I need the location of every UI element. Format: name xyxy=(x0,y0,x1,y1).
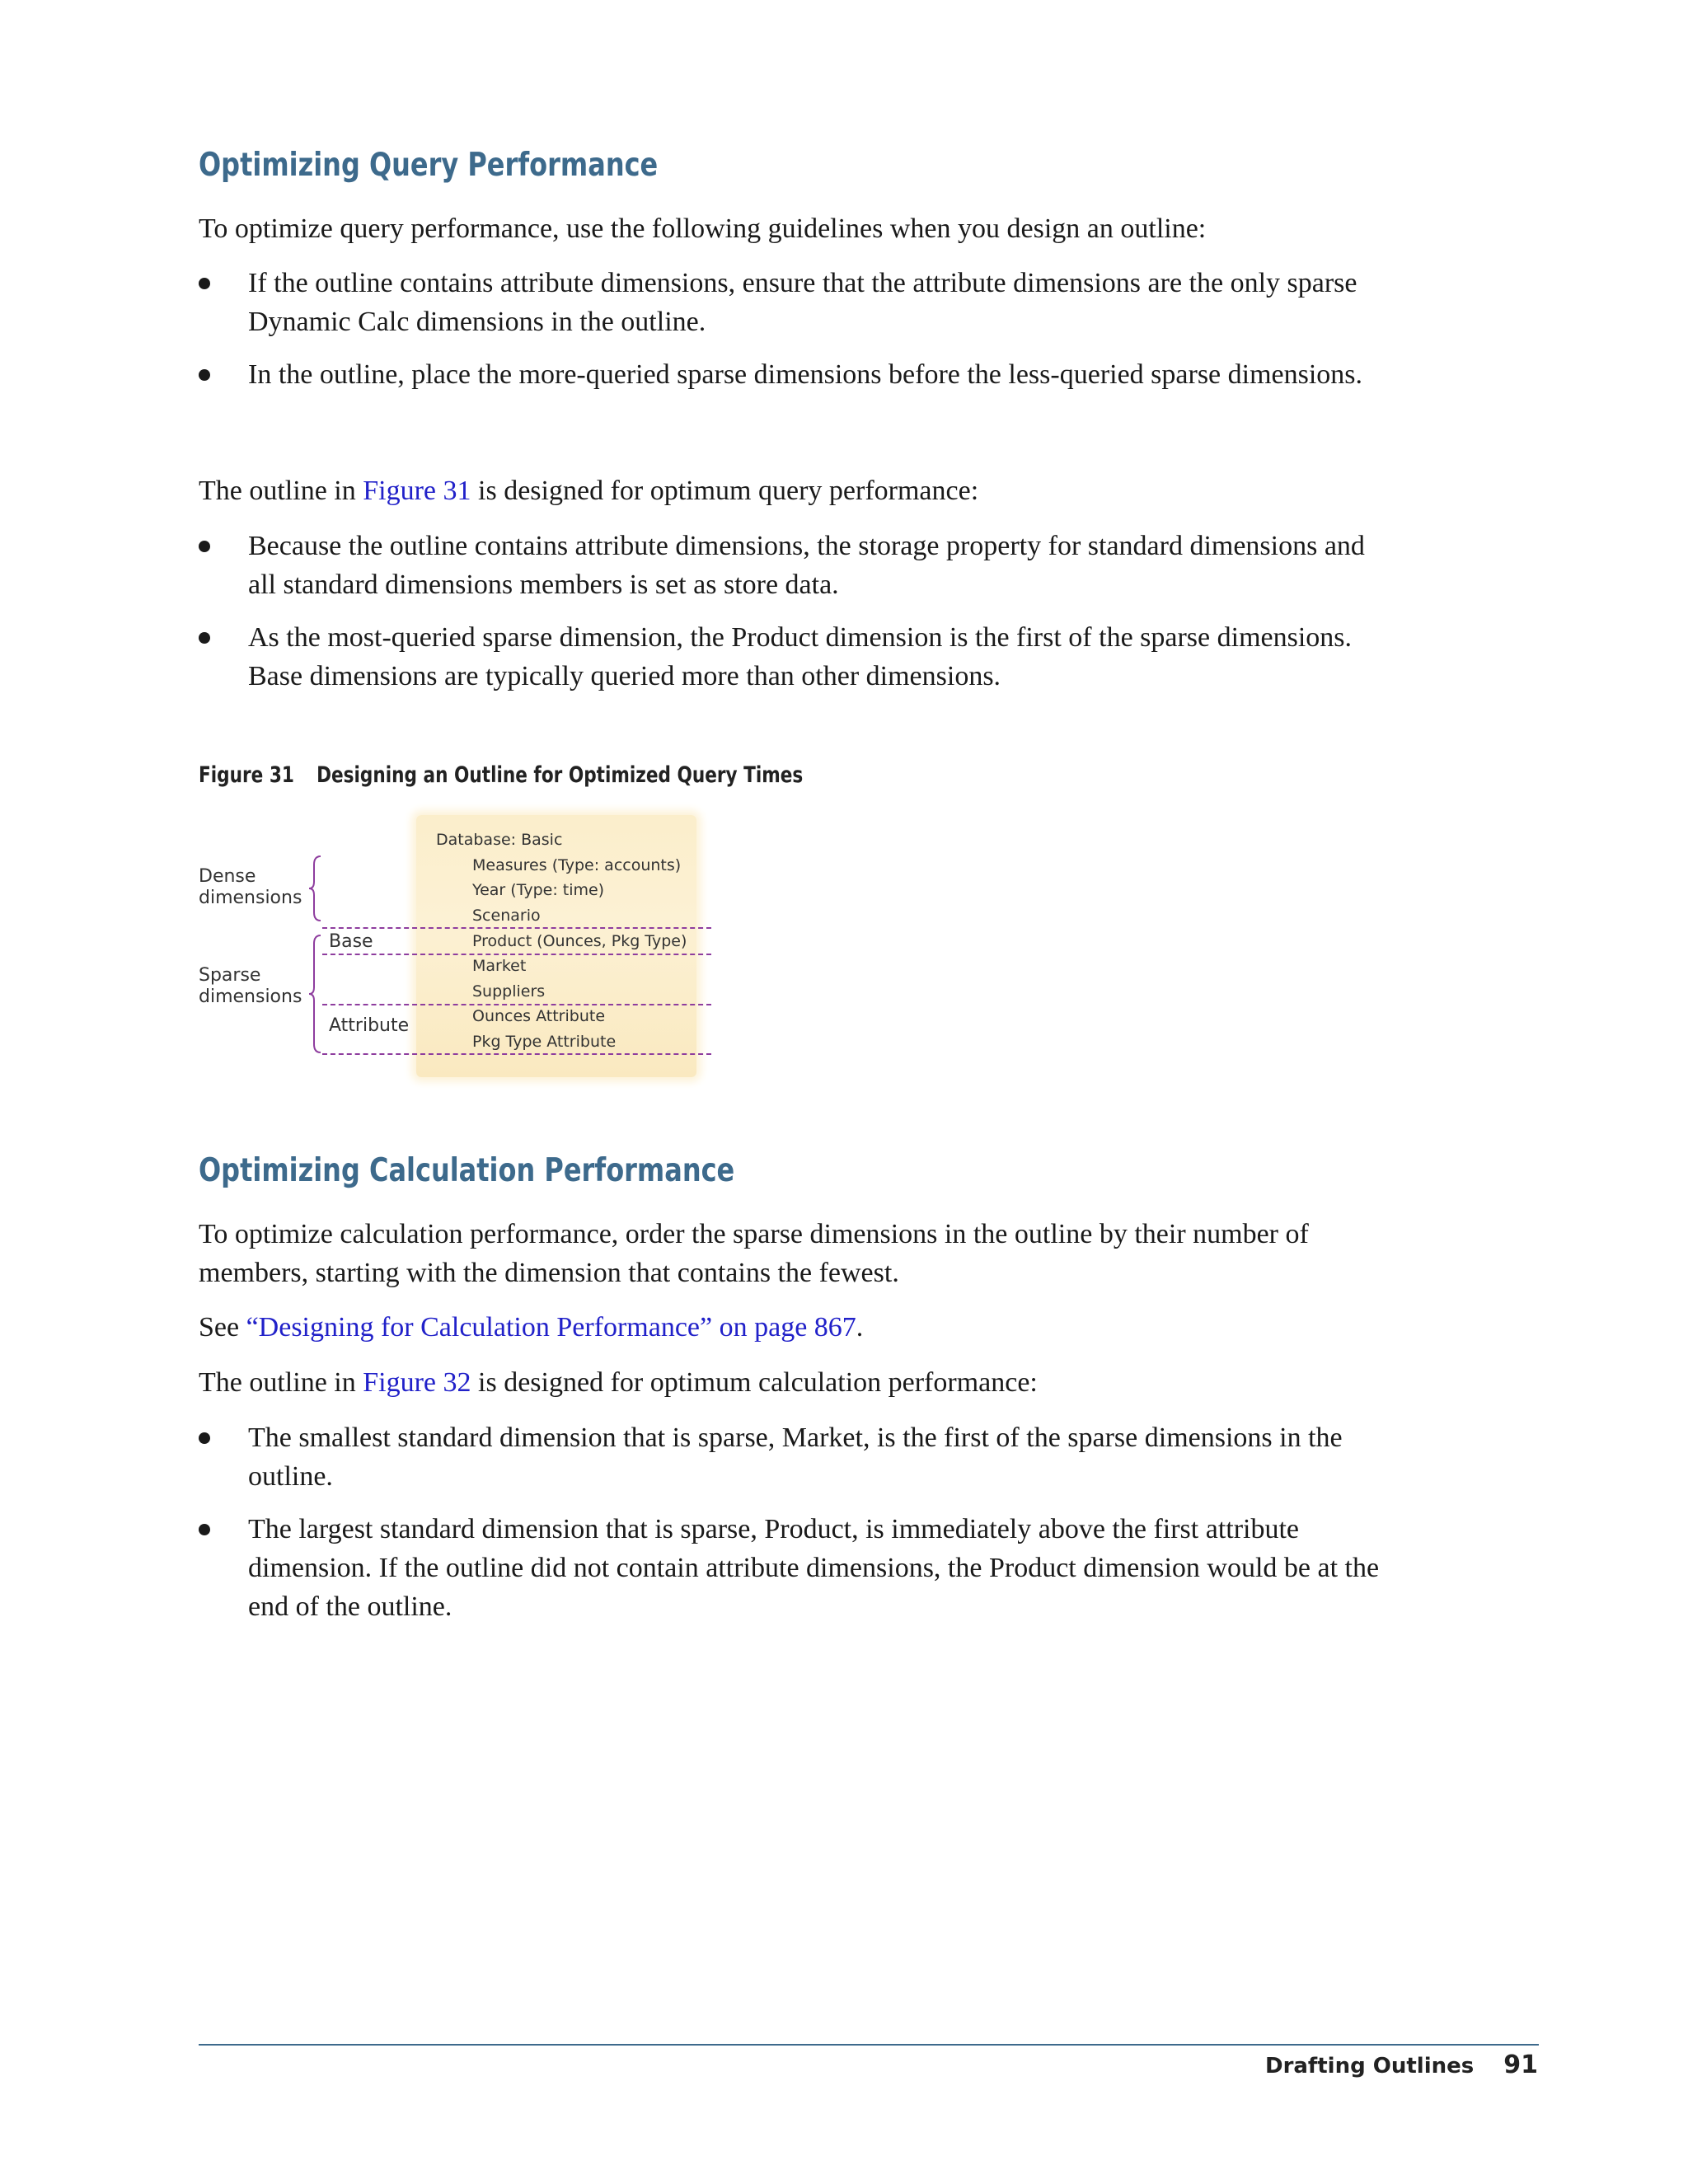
sparse-label-line: Sparse xyxy=(199,965,261,986)
footer-chapter: Drafting Outlines xyxy=(1264,2054,1475,2079)
dense-brace-icon xyxy=(307,855,324,922)
outline-member: Year (Type: time) xyxy=(472,881,605,899)
figure-reference-paragraph xyxy=(199,1363,1369,1402)
bullet-icon xyxy=(199,278,210,289)
paragraph-text: The outline in xyxy=(199,476,363,506)
figure-number: Figure 31 xyxy=(199,762,294,788)
page-footer xyxy=(1265,2050,1538,2079)
figure-caption xyxy=(199,762,803,788)
separator-dense-sparse xyxy=(322,927,711,929)
database-label: Database: Basic xyxy=(436,831,563,849)
page-number: 91 xyxy=(1503,2050,1538,2079)
list-item-text: As the most-queried sparse dimension, the Product dimension is the first of the sparse dimensions. Base dimensions are typically queried more than other dimensions. xyxy=(248,622,1353,691)
sparse-label-line: dimensions xyxy=(199,987,302,1007)
paragraph-text: The outline in xyxy=(199,1367,363,1398)
base-label: Base xyxy=(329,931,373,952)
sparse-label xyxy=(199,965,302,1008)
query-intro-paragraph: To optimize query performance, use the following guidelines when you design an outline: xyxy=(199,213,1207,244)
sparse-brace-icon xyxy=(307,934,324,1054)
outline-member: Scenario xyxy=(472,907,541,925)
outline-member: Suppliers xyxy=(472,982,546,1001)
paragraph-text: . xyxy=(856,1312,864,1343)
paragraph-text: is designed for optimum query performance: xyxy=(471,476,979,506)
outline-figure xyxy=(199,812,726,1084)
outline-member: Pkg Type Attribute xyxy=(472,1033,617,1051)
footer-rule xyxy=(199,2044,1539,2046)
bullet-icon xyxy=(199,541,210,552)
dense-label-line: Dense xyxy=(199,866,256,887)
see-also-paragraph xyxy=(199,1308,1369,1347)
list-item-text: Because the outline contains attribute dimensions, the storage property for standard dimensions and all standard dimensions members is set as store data. xyxy=(248,531,1365,600)
attribute-label: Attribute xyxy=(329,1015,410,1036)
calculation-performance-link[interactable]: “Designing for Calculation Performance” on page 867 xyxy=(246,1312,856,1343)
outline-member: Market xyxy=(472,957,527,975)
section-heading-query: Optimizing Query Performance xyxy=(199,147,659,184)
figure-32-link[interactable]: Figure 32 xyxy=(363,1367,471,1398)
bullet-icon xyxy=(199,1432,210,1444)
list-item-text: The largest standard dimension that is sparse, Product, is immediately above the first attribute dimension. If the outline did not contain attribute dimensions, the Product dimension would be at the end of the outline. xyxy=(248,1514,1380,1622)
list-item-text: The smallest standard dimension that is sparse, Market, is the first of the sparse dimensions in the outline. xyxy=(248,1422,1343,1492)
list-item-text: If the outline contains attribute dimensions, ensure that the attribute dimensions are the only sparse Dynamic Calc dimensions in the outline. xyxy=(248,268,1357,337)
figure-reference-paragraph xyxy=(199,471,1369,510)
outline-member: Product (Ounces, Pkg Type) xyxy=(472,932,687,950)
separator-end xyxy=(322,1053,711,1055)
section-heading-calculation: Optimizing Calculation Performance xyxy=(199,1152,735,1189)
dense-label-line: dimensions xyxy=(199,888,302,908)
list-item-text: In the outline, place the more-queried sparse dimensions before the less-queried sparse dimensions. xyxy=(248,359,1363,390)
outline-member: Measures (Type: accounts) xyxy=(472,856,682,874)
bullet-icon xyxy=(199,369,210,381)
dense-label xyxy=(199,866,302,909)
separator-attribute xyxy=(322,1004,711,1005)
paragraph-text: is designed for optimum calculation performance: xyxy=(471,1367,1038,1398)
calculation-intro-paragraph: To optimize calculation performance, order the sparse dimensions in the outline by their number of members, starting with the dimension that contains the fewest. xyxy=(199,1219,1309,1288)
paragraph-text: See xyxy=(199,1312,246,1343)
outline-member: Ounces Attribute xyxy=(472,1007,606,1025)
figure-31-link[interactable]: Figure 31 xyxy=(363,476,471,506)
bullet-icon xyxy=(199,1524,210,1535)
figure-title: Designing an Outline for Optimized Query Times xyxy=(316,762,804,788)
separator-base xyxy=(322,954,711,955)
bullet-icon xyxy=(199,632,210,644)
